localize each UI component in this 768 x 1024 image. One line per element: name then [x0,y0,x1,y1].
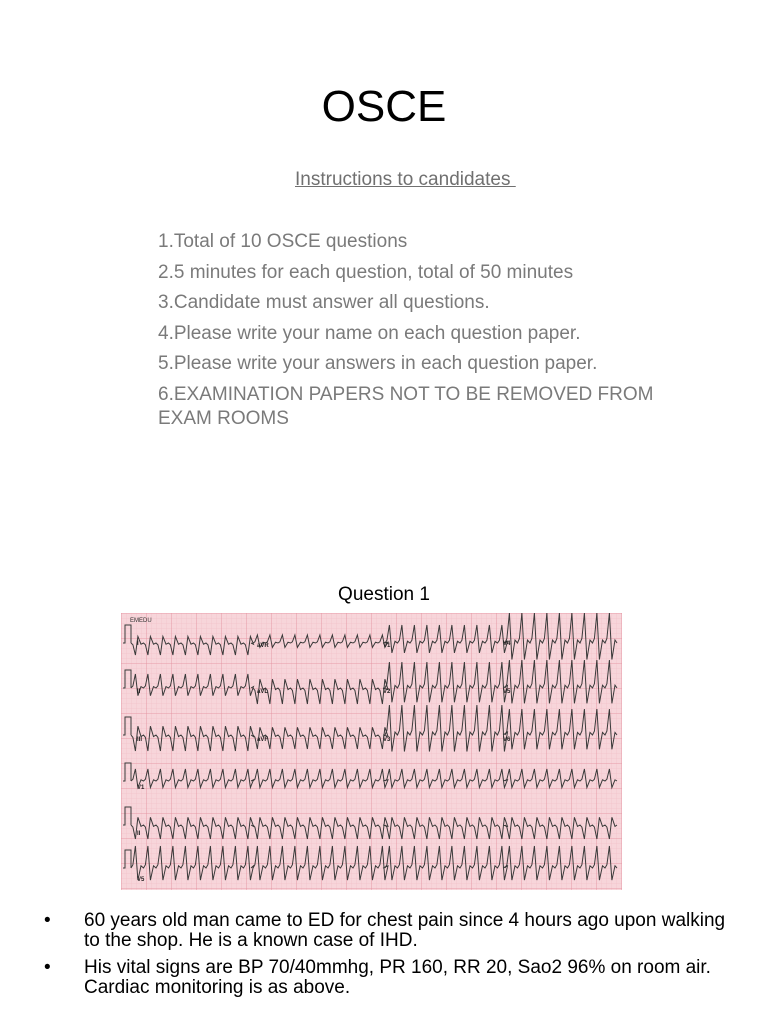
ecg-strip-image [121,613,622,890]
ecg-lead-label: V4 [503,641,511,647]
instruction-item: 2.5 minutes for each question, total of 50 minutes [158,261,574,283]
ecg-lead-label: V5 [137,877,145,883]
question-title: Question 1 [338,584,430,605]
case-bullet-item [44,911,744,951]
ecg-lead-label: II [137,831,141,837]
ecg-header-label: EMEDU [130,618,152,624]
ecg-svg [121,613,622,890]
instruction-item: 5.Please write your answers in each question paper. [158,353,598,374]
instruction-item: 4.Please write your name on each question paper. [158,322,581,344]
ecg-lead-label: aVF [257,737,269,743]
ecg-lead-label: V5 [503,689,511,695]
case-bullet-text: His vital signs are BP 70/40mmhg, PR 160, RR 20, Sao2 96% on room air. Cardiac monitoring is as above. [84,957,711,998]
ecg-lead-label: V6 [503,737,511,743]
instruction-item: 1.Total of 10 OSCE questions [158,231,408,252]
ecg-lead-label: II [137,689,141,695]
instruction-item: 3.Candidate must answer all questions. [158,292,490,313]
page-title: OSCE [321,82,447,131]
case-bullet-text: 60 years old man came to ED for chest pain since 4 hours ago upon walking to the shop. He is a known case of IHD. [84,910,726,951]
ecg-lead-label: aVR [257,643,269,649]
bullet-icon: • [44,910,51,931]
bullet-icon: • [44,957,51,978]
ecg-lead-label: V3 [383,737,391,743]
ecg-lead-label: V1 [137,785,145,791]
ecg-lead-label: I [137,641,139,647]
ecg-lead-label: III [137,737,143,743]
instructions-list [158,230,678,437]
ecg-lead-label: V2 [383,689,391,695]
instruction-item: 6.EXAMINATION PAPERS NOT TO BE REMOVED FROM EXAM ROOMS [158,383,654,429]
ecg-lead-label: V1 [383,643,391,649]
instructions-heading: Instructions to candidates [295,169,516,190]
case-bullet-item [44,958,744,998]
case-bullets [44,911,744,1005]
ecg-lead-label: aVL [257,689,269,695]
